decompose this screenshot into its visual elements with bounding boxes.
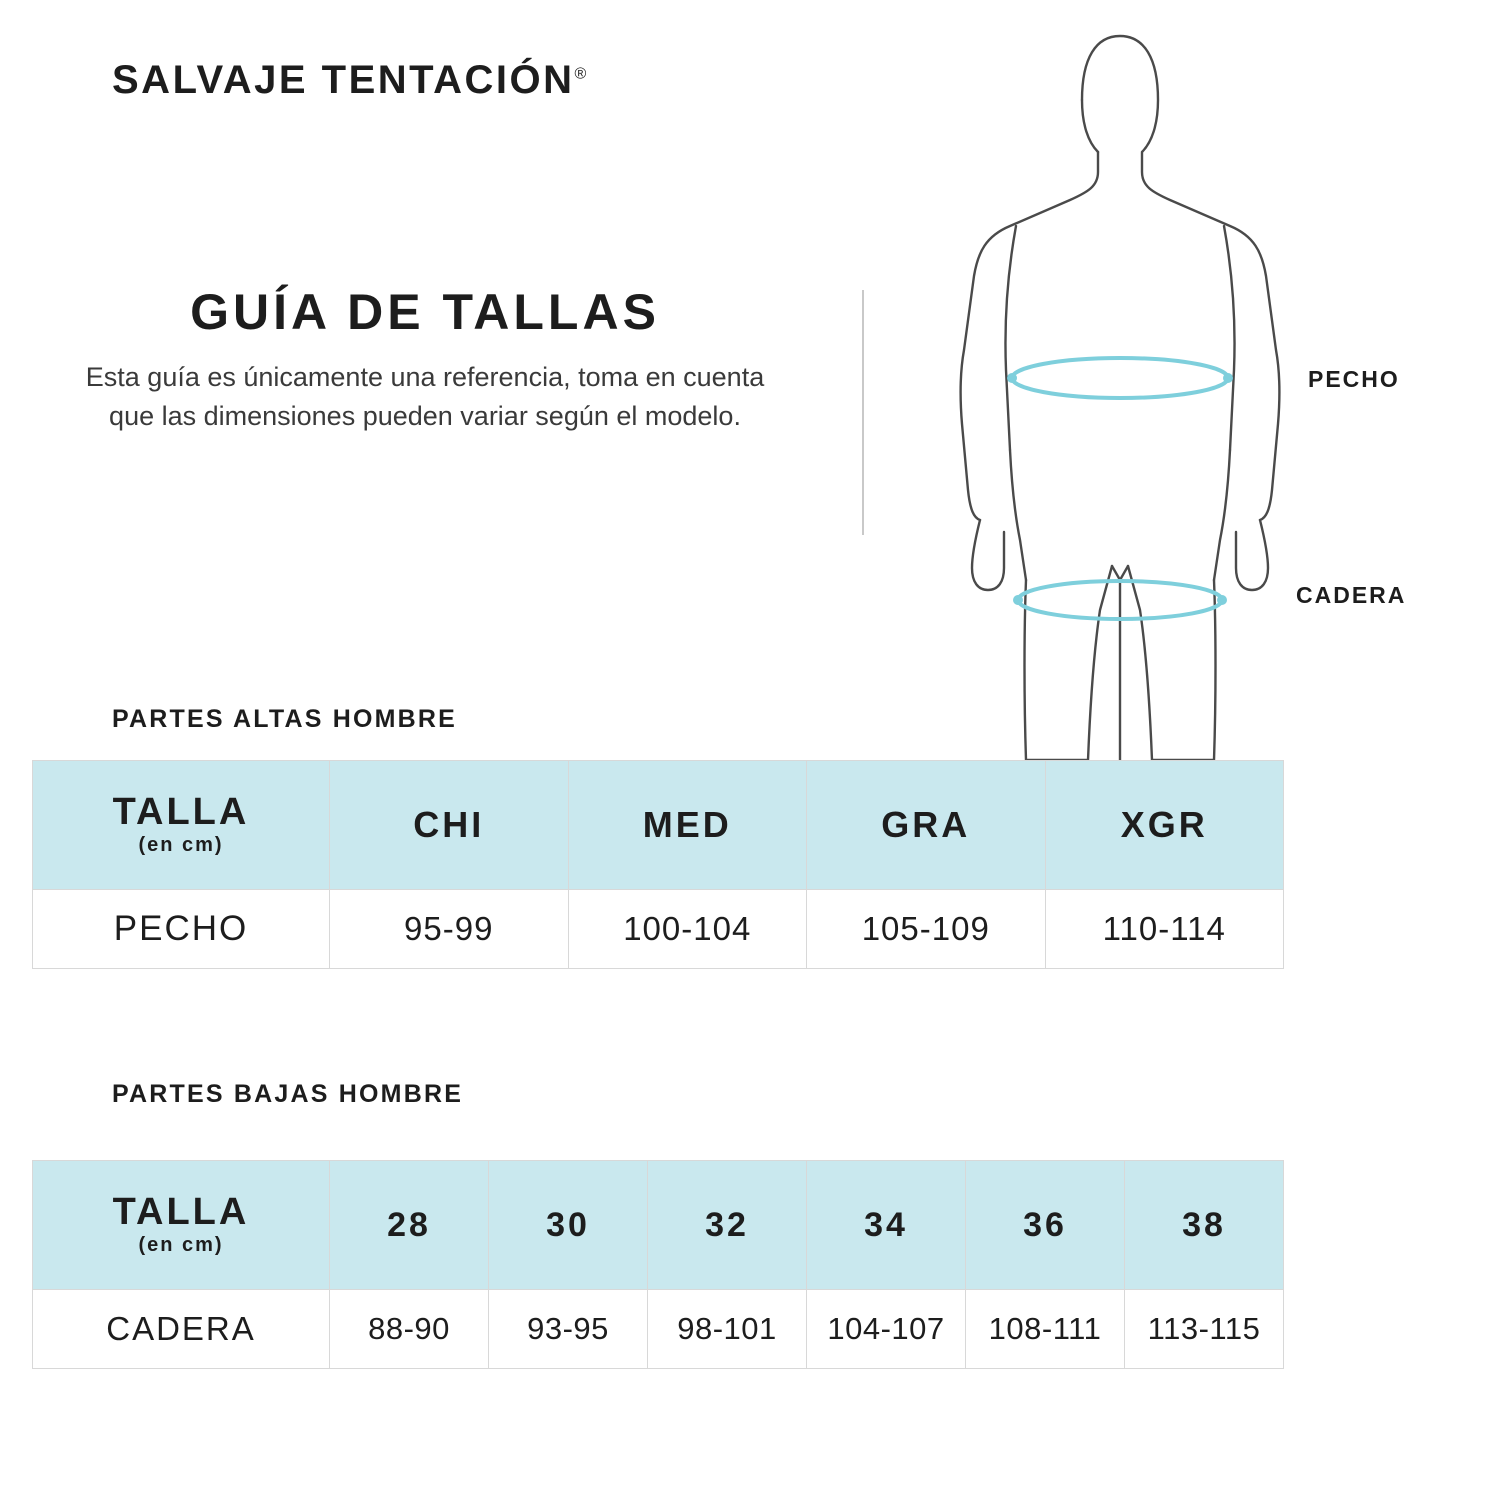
cell-pecho-xgr (1045, 890, 1284, 969)
size-table-lower (32, 1160, 1284, 1369)
brand-name (112, 58, 586, 103)
header-cell-36 (966, 1161, 1125, 1290)
cell-value: 93-95 (527, 1311, 609, 1346)
header-talla-sub: (en cm) (138, 834, 224, 857)
cell-pecho-gra (807, 890, 1046, 969)
row-label-cadera (33, 1290, 330, 1369)
cell-cadera-36 (966, 1290, 1125, 1369)
row-label-pecho (33, 890, 330, 969)
header-cell-34 (807, 1161, 966, 1290)
table-row (33, 1290, 1284, 1369)
label-pecho: PECHO (1308, 366, 1400, 392)
cell-value: 110-114 (1102, 910, 1226, 947)
label-cadera: CADERA (1296, 582, 1407, 608)
header-size-34: 34 (864, 1205, 908, 1244)
header-talla-sub: (en cm) (138, 1234, 224, 1257)
section-heading-upper: PARTES ALTAS HOMBRE (112, 705, 458, 733)
cell-value: 105-109 (861, 910, 990, 947)
row-label-text: CADERA (106, 1310, 256, 1347)
chest-measure-line (1007, 358, 1233, 398)
cell-value: 113-115 (1147, 1311, 1261, 1346)
cell-value: 108-111 (988, 1311, 1102, 1346)
brand-text: SALVAJE TENTACIÓN (112, 58, 575, 102)
cell-pecho-med (568, 890, 807, 969)
male-body-illustration (930, 20, 1310, 780)
header-cell-talla (33, 1161, 330, 1290)
intro-description: Esta guía es únicamente una referencia, toma en cuenta que las dimensiones pueden variar según el modelo. (85, 362, 765, 432)
cell-pecho-chi (330, 890, 569, 969)
size-table-upper (32, 760, 1284, 969)
cell-value: 88-90 (368, 1311, 450, 1346)
header-cell-gra (807, 761, 1046, 890)
header-cell-30 (489, 1161, 648, 1290)
header-size-36: 36 (1023, 1205, 1067, 1244)
header-cell-38 (1125, 1161, 1284, 1290)
cell-cadera-30 (489, 1290, 648, 1369)
header-cell-med (568, 761, 807, 890)
cell-cadera-34 (807, 1290, 966, 1369)
table-header-row (33, 1161, 1284, 1290)
header-size-chi: CHI (413, 804, 485, 845)
header-talla-label: TALLA (112, 1190, 250, 1233)
section-heading-lower: PARTES BAJAS HOMBRE (112, 1080, 464, 1108)
cell-cadera-38 (1125, 1290, 1284, 1369)
header-cell-xgr (1045, 761, 1284, 890)
header-cell-chi (330, 761, 569, 890)
header-size-xgr: XGR (1120, 804, 1208, 845)
header-size-30: 30 (546, 1205, 590, 1244)
cell-cadera-32 (648, 1290, 807, 1369)
table-header-row (33, 761, 1284, 890)
table-row (33, 890, 1284, 969)
registered-mark: ® (574, 65, 587, 83)
cell-value: 98-101 (677, 1311, 777, 1346)
cell-cadera-28 (330, 1290, 489, 1369)
cell-value: 95-99 (404, 910, 494, 947)
header-size-med: MED (642, 804, 732, 845)
header-size-38: 38 (1182, 1205, 1226, 1244)
body-outline-icon (930, 20, 1310, 780)
header-talla-label: TALLA (112, 790, 250, 833)
header-cell-28 (330, 1161, 489, 1290)
intro-block (75, 285, 775, 436)
header-cell-talla (33, 761, 330, 890)
page-title: GUÍA DE TALLAS (190, 284, 660, 340)
header-cell-32 (648, 1161, 807, 1290)
cell-value: 104-107 (827, 1311, 945, 1346)
row-label-text: PECHO (113, 909, 249, 948)
header-size-gra: GRA (881, 804, 971, 845)
cell-value: 100-104 (623, 910, 752, 947)
header-size-32: 32 (705, 1205, 749, 1244)
header-size-28: 28 (387, 1205, 431, 1244)
vertical-divider (862, 290, 864, 535)
